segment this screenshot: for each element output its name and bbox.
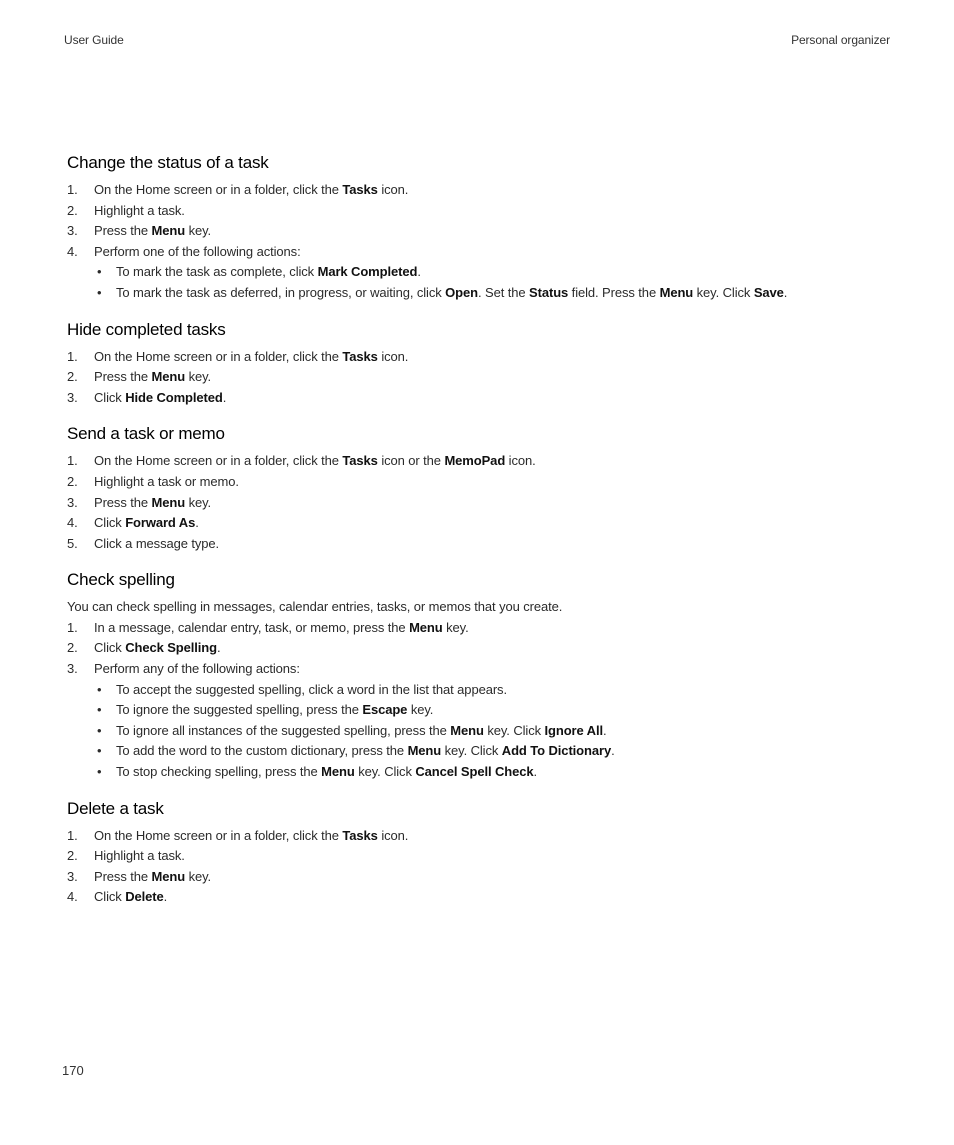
sub-action-item — [94, 721, 897, 742]
running-header-right: Personal organizer — [791, 33, 890, 47]
step-item — [67, 826, 897, 847]
text-run: field. Press the — [568, 284, 660, 300]
text-run: icon. — [505, 453, 536, 469]
ui-term: Tasks — [342, 348, 378, 364]
ui-term: Mark Completed — [317, 264, 418, 280]
step-number: 2. — [67, 369, 78, 385]
text-run: Highlight a task. — [94, 848, 185, 864]
bullet-icon: • — [97, 702, 102, 718]
text-run: . — [163, 889, 168, 905]
text-run: To add the word to the custom dictionary, press the — [116, 743, 408, 759]
page-number: 170 — [62, 1063, 84, 1078]
section-check-spelling — [67, 569, 897, 782]
text-run: Highlight a task or memo. — [94, 473, 239, 489]
step-number: 1. — [67, 827, 78, 843]
ui-term: Tasks — [342, 827, 378, 843]
sub-action-item — [94, 762, 897, 783]
ui-term: MemoPad — [444, 453, 506, 469]
ui-term: Menu — [659, 284, 694, 300]
step-list — [67, 451, 897, 554]
text-run: key. Click — [354, 763, 416, 779]
document-body — [67, 152, 897, 923]
step-list — [67, 180, 897, 304]
text-run: key. Click — [693, 284, 754, 300]
sub-action-item — [94, 680, 897, 701]
text-run: key. — [185, 223, 212, 239]
ui-term: Save — [753, 284, 784, 300]
step-item — [67, 618, 897, 639]
step-number: 2. — [67, 473, 78, 489]
step-item — [67, 451, 897, 472]
text-run: . — [611, 743, 615, 759]
bullet-icon: • — [97, 681, 102, 697]
ui-term: Tasks — [342, 182, 378, 197]
step-item — [67, 513, 897, 534]
text-run: key. — [185, 369, 212, 385]
step-number: 2. — [67, 848, 78, 864]
text-run: On the Home screen or in a folder, click the — [94, 182, 343, 197]
section-heading: Check spelling — [67, 570, 175, 590]
section-intro: You can check spelling in messages, calendar entries, tasks, or memos that you create. — [67, 599, 563, 615]
text-run: To accept the suggested spelling, click a word in the list that appears. — [116, 681, 507, 697]
text-run: Click — [94, 889, 126, 905]
section-heading: Change the status of a task — [67, 153, 269, 172]
step-number: 4. — [67, 515, 78, 531]
ui-term: Delete — [125, 889, 164, 905]
ui-term: Add To Dictionary — [501, 743, 612, 759]
text-run: In a message, calendar entry, task, or memo, press the — [94, 619, 410, 635]
step-number: 4. — [67, 889, 78, 905]
text-run: Press the — [94, 369, 152, 385]
step-item — [67, 201, 897, 222]
running-header-left: User Guide — [64, 33, 124, 47]
text-run: Click a message type. — [94, 535, 220, 551]
ui-term: Menu — [409, 619, 443, 635]
text-run: Click — [94, 389, 126, 405]
text-run: Highlight a task. — [94, 202, 185, 218]
text-run: To stop checking spelling, press the — [116, 763, 322, 779]
sub-action-list — [94, 262, 897, 303]
ui-term: Escape — [362, 702, 408, 718]
text-run: Press the — [94, 868, 152, 884]
text-run: icon. — [377, 182, 409, 197]
step-item — [67, 867, 897, 888]
text-run: Perform one of the following actions: — [94, 243, 301, 259]
step-item — [67, 472, 897, 493]
text-run: . — [222, 389, 227, 405]
ui-term: Menu — [151, 494, 186, 510]
text-run: key. Click — [441, 743, 502, 759]
text-run: Click — [94, 640, 126, 656]
ui-term: Tasks — [342, 453, 378, 469]
step-number: 1. — [67, 619, 78, 635]
bullet-icon: • — [97, 264, 102, 280]
text-run: . — [417, 264, 421, 280]
step-item — [67, 367, 897, 388]
text-run: To mark the task as complete, click — [116, 264, 318, 280]
step-item — [67, 659, 897, 783]
step-number: 3. — [67, 223, 78, 239]
text-run: . — [533, 763, 538, 779]
text-run: . — [216, 640, 221, 656]
step-item — [67, 242, 897, 304]
section-heading: Delete a task — [67, 798, 164, 818]
section-send-task — [67, 423, 897, 554]
text-run: . — [783, 284, 788, 300]
step-list — [67, 347, 897, 409]
text-run: To ignore all instances of the suggested spelling, press the — [116, 722, 451, 738]
step-item — [67, 221, 897, 242]
text-run: key. — [442, 619, 469, 635]
step-item — [67, 638, 897, 659]
ui-term: Ignore All — [544, 722, 603, 738]
text-run: On the Home screen or in a folder, click the — [94, 827, 343, 843]
sub-action-item — [94, 262, 897, 283]
step-item — [67, 846, 897, 867]
sub-action-list — [94, 680, 897, 783]
text-run: . — [602, 722, 607, 738]
text-run: icon or the — [377, 453, 445, 469]
step-item — [67, 388, 897, 409]
ui-term: Menu — [321, 763, 355, 779]
step-item — [67, 534, 897, 555]
ui-term: Menu — [151, 223, 186, 239]
text-run: . — [195, 515, 199, 531]
section-change-status — [67, 152, 897, 304]
text-run: Press the — [94, 494, 152, 510]
ui-term: Menu — [151, 868, 186, 884]
ui-term: Status — [529, 284, 569, 300]
step-number: 1. — [67, 453, 78, 469]
section-heading: Send a task or memo — [67, 424, 225, 444]
step-item — [67, 180, 897, 201]
step-number: 1. — [67, 182, 78, 197]
text-run: To mark the task as deferred, in progress, or waiting, click — [116, 284, 446, 300]
bullet-icon: • — [97, 722, 102, 738]
sub-action-item — [94, 700, 897, 721]
step-list — [67, 826, 897, 908]
bullet-icon: • — [97, 743, 102, 759]
ui-term: Menu — [151, 369, 186, 385]
text-run: Press the — [94, 223, 152, 239]
section-hide-completed — [67, 319, 897, 409]
bullet-icon: • — [97, 763, 102, 779]
step-number: 2. — [67, 202, 78, 218]
text-run: icon. — [377, 348, 409, 364]
text-run: key. — [185, 494, 212, 510]
section-heading: Hide completed tasks — [67, 319, 226, 339]
step-list — [67, 618, 897, 783]
text-run: Click — [94, 515, 126, 531]
text-run: key. — [407, 702, 434, 718]
step-number: 5. — [67, 535, 78, 551]
text-run: icon. — [377, 827, 409, 843]
text-run: . Set the — [477, 284, 530, 300]
step-number: 3. — [67, 494, 78, 510]
step-number: 2. — [67, 640, 78, 656]
ui-term: Check Spelling — [125, 640, 217, 656]
sub-action-item — [94, 741, 897, 762]
ui-term: Forward As — [125, 515, 196, 531]
step-number: 3. — [67, 661, 78, 676]
step-item — [67, 493, 897, 514]
text-run: key. Click — [483, 722, 545, 738]
text-run: key. — [185, 868, 212, 884]
step-item — [67, 347, 897, 368]
ui-term: Menu — [407, 743, 442, 759]
step-number: 3. — [67, 868, 78, 884]
section-delete-task — [67, 798, 897, 908]
ui-term: Hide Completed — [125, 389, 223, 405]
ui-term: Menu — [450, 722, 484, 738]
text-run: On the Home screen or in a folder, click the — [94, 348, 343, 364]
bullet-icon: • — [97, 284, 102, 300]
text-run: Perform any of the following actions: — [94, 661, 300, 676]
ui-term: Open — [445, 284, 478, 300]
text-run: On the Home screen or in a folder, click the — [94, 453, 343, 469]
sub-action-item — [94, 283, 897, 304]
ui-term: Cancel Spell Check — [415, 763, 534, 779]
step-number: 4. — [67, 243, 78, 259]
text-run: To ignore the suggested spelling, press the — [116, 702, 363, 718]
step-number: 1. — [67, 348, 78, 364]
step-number: 3. — [67, 389, 78, 405]
step-item — [67, 887, 897, 908]
